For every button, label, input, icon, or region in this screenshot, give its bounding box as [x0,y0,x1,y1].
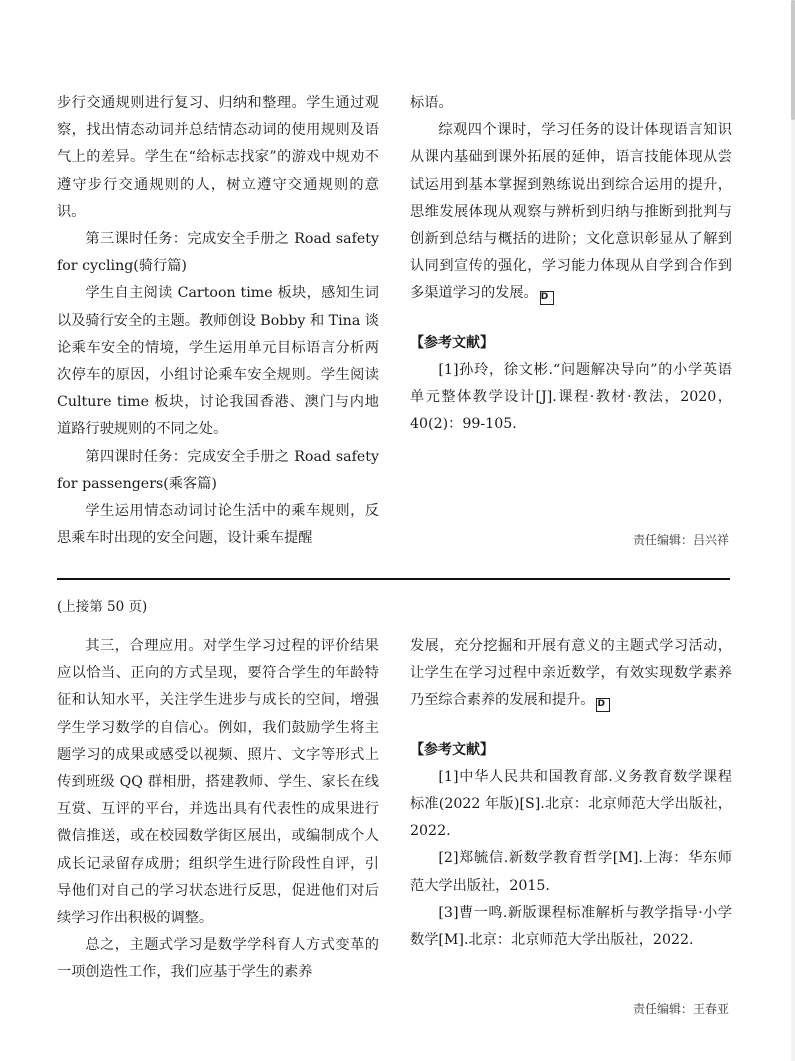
top-references-heading: 【参考文献】 [410,334,494,351]
bottom-right-para-1 [410,633,732,715]
scrollbar-thumb[interactable] [791,0,795,120]
top-left-para-1: 步行交通规则进行复习、归纳和整理。学生通过观察，找出情态动词并总结情态动词的使用规则及语气上的差异。学生在“给标志找家”的游戏中规劝不遵守步行交通规则的人，树立遵守交通规则的意识。 [57,95,379,220]
top-left-para-4: 第四课时任务：完成安全手册之 Road safety for passengers(乘客篇) [57,448,379,492]
bottom-left-para-2: 总之，主题式学习是数学学科育人方式变革的一项创造性工作，我们应基于学生的素养 [57,937,379,981]
bottom-right-column [410,633,732,954]
bottom-reference-1: [1]中华人民共和国教育部.义务教育数学课程标准(2022 年版)[S].北京：北京师范大学出版社，2022. [410,768,732,840]
article-end-icon: D [540,291,554,305]
top-right-para-2-text: 综观四个课时，学习任务的设计体现语言知识从课内基础到课外拓展的延伸，语言技能体现从尝试运用到基本掌握到熟练说出到综合运用的提升，思维发展体现从观察与辨析到归纳与推断到批判与创新到总结与概括的进阶；文化意识彰显从了解到认同到宣传的强化，学习能力体现从自学到合作到多渠道学习的发展。 [410,122,732,302]
bottom-reference-3: [3]曹一鸣.新版课程标准解析与教学指导·小学数学[M].北京：北京师范大学出版社，2022. [410,904,732,949]
bottom-reference-2: [2]郑毓信.新数学教育哲学[M].上海：华东师范大学出版社，2015. [410,850,732,894]
article-end-icon: D [596,698,610,712]
bottom-left-column [57,633,379,987]
top-editor-credit: 责任编辑：吕兴祥 [632,533,729,547]
top-right-para-1: 标语。 [410,95,453,111]
top-left-para-5: 学生运用情态动词讨论生活中的乘车规则，反思乘车时出现的安全问题，设计乘车提醒 [57,503,379,547]
top-right-column [410,90,732,438]
bottom-editor-credit: 责任编辑：王春亚 [632,1002,729,1016]
scrollbar-track[interactable] [791,0,795,1061]
bottom-left-para-1: 其三，合理应用。对学生学习过程的评价结果应以恰当、正向的方式呈现，要符合学生的年龄特征和认知水平，关注学生进步与成长的空间，增强学生学习数学的自信心。例如，我们鼓励学生将主题学习的成果或感受以视频、照片、文字等形式上传到班级 QQ 群相册，搭建教师、学生、家长在线互赏、互评的平台，并选出具有代表性的成果进行微信推送，或在校园数学街区展出，或编制成个人成长记录留存成册；组织学生进行阶段性自评，引导他们对自己的学习状态进行反思，促进他们对后续学习作出积极的调整。 [57,638,379,927]
bottom-references-heading: 【参考文献】 [410,741,494,758]
top-left-para-3: 学生自主阅读 Cartoon time 板块，感知生词以及骑行安全的主题。教师创设 Bobby 和 Tina 谈论乘车安全的情境，学生运用单元目标语言分析两次停车的原因，小组讨论乘车安全规则。学生阅读 Culture time 板块，讨论我国香港、澳门与内地道路行驶规则的不同之处。 [57,285,379,438]
top-reference-1: [1]孙玲，徐文彬.“问题解决导向”的小学英语单元整体教学设计[J].课程·教材·教法，2020，40(2)：99-105. [410,361,732,433]
top-left-column [57,90,379,552]
bottom-right-para-1-text: 发展，充分挖掘和开展有意义的主题式学习活动，让学生在学习过程中亲近数学，有效实现数学素养乃至综合素养的发展和提升。 [410,638,732,709]
top-right-para-2 [410,117,732,307]
section-divider [57,578,730,580]
top-left-para-2: 第三课时任务：完成安全手册之 Road safety for cycling(骑行篇) [57,231,379,275]
continued-note: (上接第 50 页) [57,599,148,615]
